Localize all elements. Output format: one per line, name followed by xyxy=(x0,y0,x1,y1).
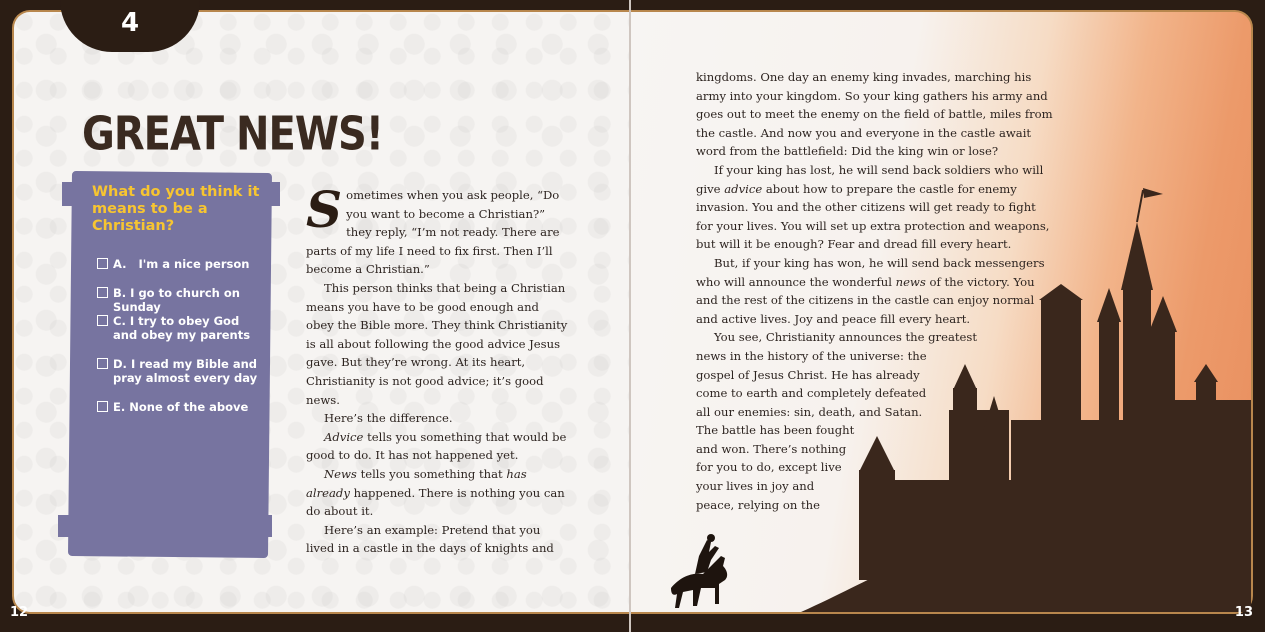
checkbox-icon xyxy=(97,315,108,326)
page-title: GREAT NEWS! xyxy=(82,108,383,161)
paragraph-3a: But, if your king has won, he will send back messengers who will announce the wonderful xyxy=(696,255,1045,289)
checkbox-icon xyxy=(97,258,108,269)
paragraph-4-line: You see, Christianity announces the greatest xyxy=(714,330,977,345)
paragraph-1: kingdoms. One day an enemy king invades, marching his army into your kingdom. So your king gathers his army and goes out to meet the enemy on the field of battle, miles from the castle. And now you and everyone in the castle await word from the battlefield: Did the king win or lose? xyxy=(696,70,1053,159)
paragraph-2b: about how to prepare the castle for enemy invasion. You and the other citizens will get ready to fight for your lives. You will set up extra protection and weapons, but will it be enough? Fear and dread fill every heart. xyxy=(696,181,1050,252)
page-number-left: 12 xyxy=(10,605,29,620)
option-text: I go to church on Sunday xyxy=(113,286,240,314)
emphasis-advice: Advice xyxy=(324,429,364,444)
drop-cap: S xyxy=(306,180,343,239)
paragraph-4-line: and won. There’s nothing xyxy=(696,441,847,456)
option-text: I'm a nice person xyxy=(138,257,250,271)
emphasis-news: news xyxy=(895,274,926,289)
checkbox-icon xyxy=(97,401,108,412)
option-text: I read my Bible and pray almost every day xyxy=(113,357,258,385)
option-letter: C. xyxy=(113,314,126,328)
right-body-text xyxy=(696,68,1056,514)
paragraph-4-line: news in the history of the universe: the xyxy=(696,348,927,363)
chapter-number: 4 xyxy=(120,8,140,38)
paragraph-4-line: your lives in joy and xyxy=(696,479,815,494)
paragraph-4-line: gospel of Jesus Christ. He has already xyxy=(696,367,920,382)
quiz-question: What do you think it means to be a Christian? xyxy=(92,184,260,234)
paragraph-3b: of the victory. You and the rest of the citizens in the castle can enjoy normal and active lives. Joy and peace fill every heart. xyxy=(696,274,1035,326)
left-page xyxy=(0,0,630,632)
paragraph-4-line: for you to do, except live xyxy=(696,460,842,475)
left-body-text xyxy=(306,180,568,558)
paragraph-2: This person thinks that being a Christian means you have to be good enough and obey the Bible more. They think Christianity is all about following the good advice Jesus gave. But they’re wrong. At its heart, Christianity is not good advice; it’s good news. xyxy=(306,280,568,407)
paragraph-4-line: all our enemies: sin, death, and Satan. xyxy=(696,404,923,419)
page-number-right: 13 xyxy=(1234,605,1253,620)
paragraph-1: ometimes when you ask people, “Do you want to become a Christian?” they reply, “I’m not ready. There are parts of my life I need to fix first. Then I’ll become a Christian.” xyxy=(306,188,560,277)
paragraph-3: Here’s the difference. xyxy=(324,411,453,426)
option-letter: A. xyxy=(113,257,127,271)
emphasis-advice: advice xyxy=(724,181,763,196)
option-letter: B. xyxy=(113,286,127,300)
option-letter: E. xyxy=(113,400,126,414)
checkbox-icon xyxy=(97,287,108,298)
paragraph-6: Here’s an example: Pretend that you lived in a castle in the days of knights and xyxy=(306,522,554,556)
paragraph-2a: If your king has lost, he will send back soldiers who will give xyxy=(696,162,1044,196)
paragraph-4-line: peace, relying on the xyxy=(696,497,820,512)
option-letter: D. xyxy=(113,357,127,371)
option-text: None of the above xyxy=(129,400,249,414)
paragraph-4-line: The battle has been fought xyxy=(696,423,855,438)
paragraph-4-line: come to earth and completely defeated xyxy=(696,386,927,401)
right-page xyxy=(631,0,1265,632)
option-text: I try to obey God and obey my parents xyxy=(113,314,251,342)
paragraph-5b: happened. There is nothing you can do about it. xyxy=(306,485,565,519)
paragraph-4: tells you something that would be good to do. It has not happened yet. xyxy=(306,429,567,463)
emphasis-has-already: has already xyxy=(306,466,527,500)
paragraph-5a: tells you something that xyxy=(356,466,507,481)
emphasis-news: News xyxy=(324,466,357,481)
checkbox-icon xyxy=(97,358,108,369)
quiz-panel-bottom-band xyxy=(58,515,272,537)
paragraph-4 xyxy=(696,328,1056,514)
